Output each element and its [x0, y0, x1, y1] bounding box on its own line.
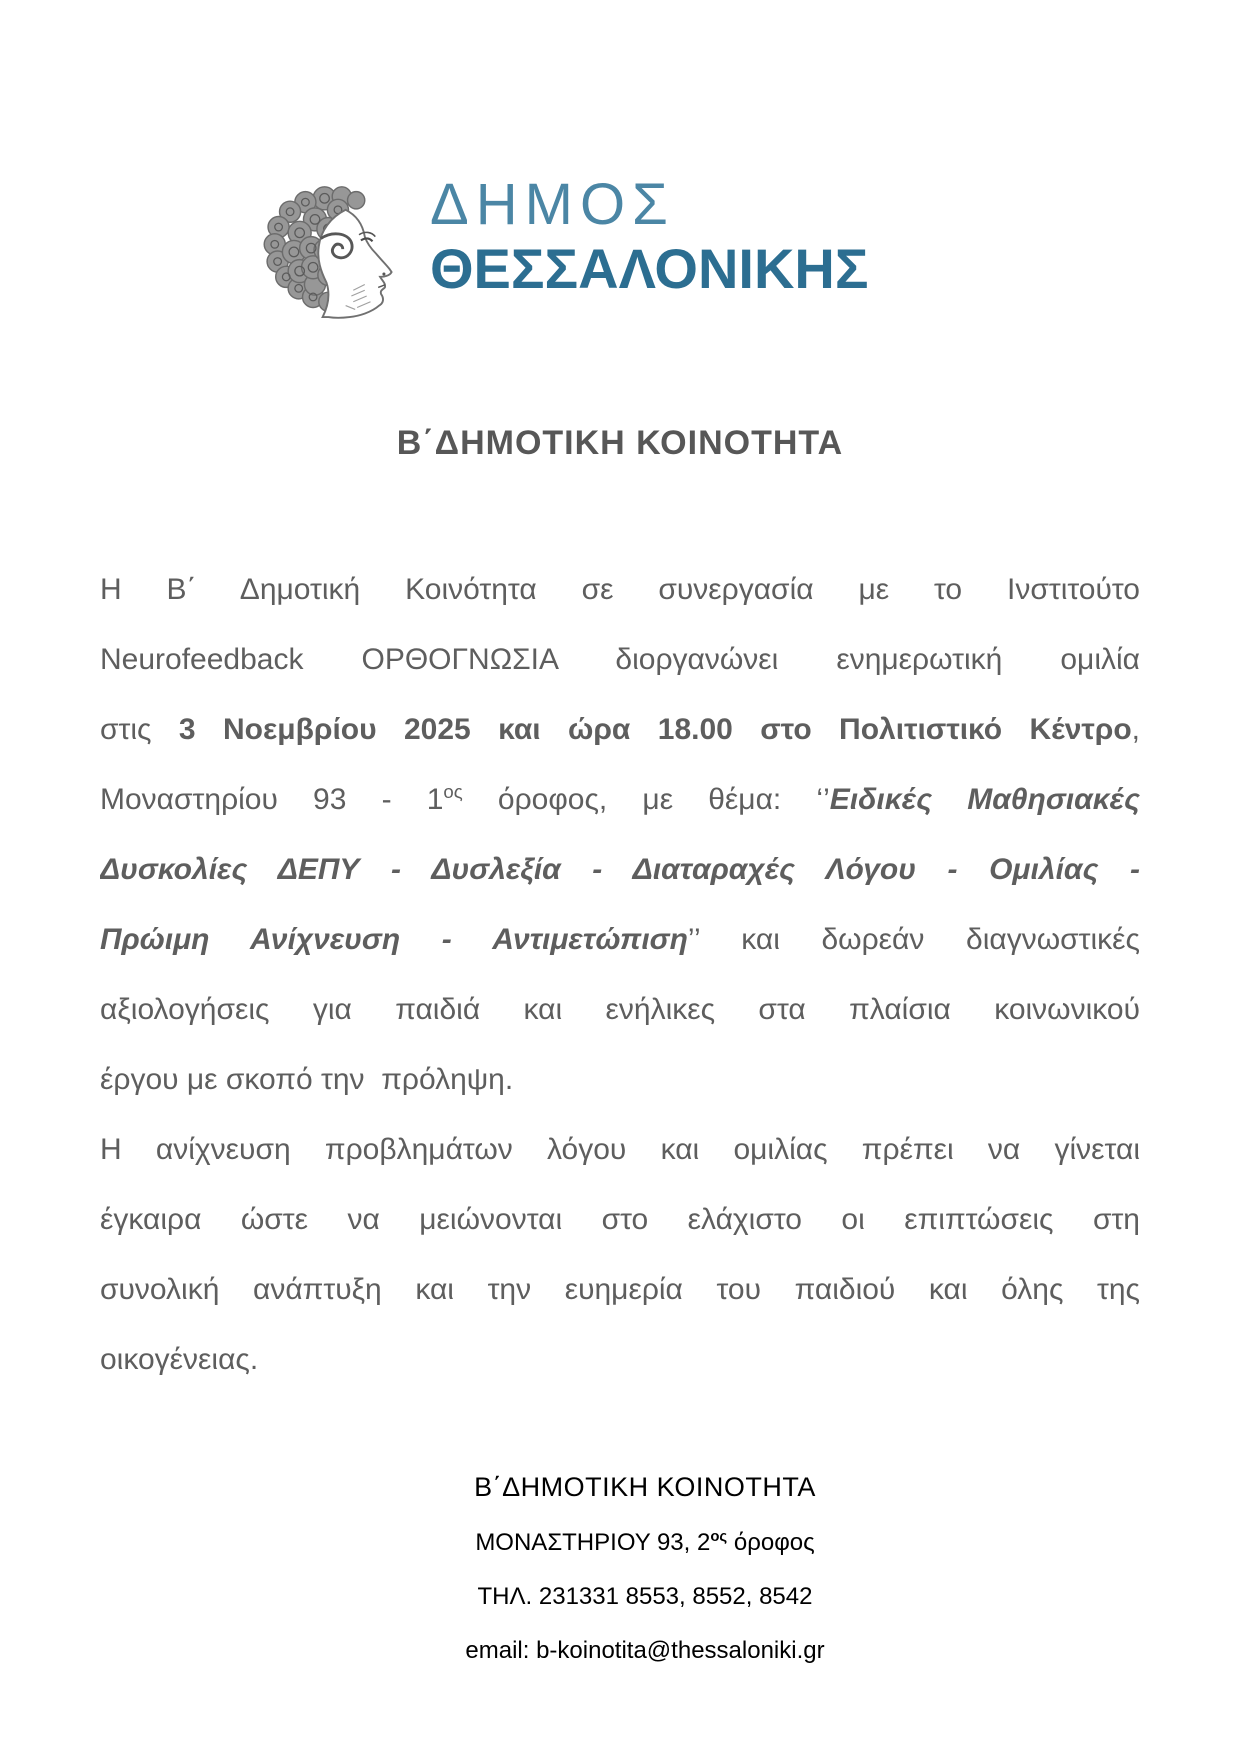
paragraph-detection	[100, 1115, 1140, 1395]
text-run: στις	[100, 713, 179, 746]
logo-text-bottom: ΘΕΣΣΑΛΟΝΙΚΗΣ	[430, 237, 869, 300]
text-run: όροφος, με θέμα: ‘’	[462, 783, 830, 816]
text-line	[50, 1631, 1240, 1671]
document-footer	[0, 1467, 1240, 1671]
alexander-head-icon	[260, 183, 414, 319]
text-line	[100, 835, 1140, 905]
text-run: οικογένειας.	[100, 1343, 259, 1376]
text-run: Β΄ΔΗΜΟΤΙΚΗ ΚΟΙΝΟΤΗΤΑ	[474, 1472, 816, 1502]
text-run: έργου με σκοπό την πρόληψη.	[100, 1063, 514, 1096]
text-line	[100, 625, 1140, 695]
text-run: ’’ και δωρεάν διαγνωστικές	[687, 923, 1140, 956]
text-run: Η Β΄ Δημοτική Κοινότητα σε συνεργασία με το Ινστιτούτο	[100, 573, 1140, 606]
paragraph-announcement	[100, 555, 1140, 1115]
text-line	[100, 905, 1140, 975]
text-run: Μοναστηρίου 93 - 1	[100, 783, 444, 816]
text-run: Δυσκολίες ΔΕΠΥ - Δυσλεξία - Διαταραχές Λόγου - Ομιλίας -	[100, 853, 1140, 886]
text-line	[100, 1115, 1140, 1185]
text-run: ΤΗΛ. 231331 8553, 8552, 8542	[477, 1583, 813, 1610]
text-line	[100, 555, 1140, 625]
text-line	[100, 695, 1140, 765]
text-run: ,	[1131, 713, 1140, 746]
text-line	[100, 1045, 1140, 1115]
text-run: Ειδικές Μαθησιακές	[829, 783, 1140, 816]
text-run: αξιολογήσεις για παιδιά και ενήλικες στα πλαίσια κοινωνικού	[100, 993, 1140, 1026]
text-run: Η ανίχνευση προβλημάτων λόγου και ομιλίας πρέπει να γίνεται	[100, 1133, 1140, 1166]
text-line	[50, 1577, 1240, 1617]
text-run: 3 Νοεμβρίου 2025 και ώρα 18.00 στο Πολιτιστικό Κέντρο	[178, 713, 1132, 746]
text-line	[100, 1255, 1140, 1325]
logo-wordmark	[430, 174, 868, 300]
text-run: ΜΟΝΑΣΤΗΡΙΟΥ 93, 2	[475, 1529, 711, 1556]
text-line	[100, 1185, 1140, 1255]
text-line	[100, 975, 1140, 1045]
text-run: Neurofeedback ΟΡΘΟΓΝΩΣΙΑ διοργανώνει ενημερωτική ομιλία	[100, 643, 1140, 676]
text-line	[100, 1325, 1140, 1395]
superscript-text: ος	[443, 781, 463, 802]
text-run: όροφος	[727, 1529, 815, 1556]
document-title: Β΄ΔΗΜΟΤΙΚΗ ΚΟΙΝΟΤΗΤΑ	[396, 424, 844, 462]
logo-text-top: ΔΗΜΟΣ	[430, 172, 675, 237]
text-run: έγκαιρα ώστε να μειώνονται στο ελάχιστο οι επιπτώσεις στη	[100, 1203, 1140, 1236]
text-line	[100, 765, 1140, 835]
text-line	[50, 1467, 1240, 1507]
text-run: συνολική ανάπτυξη και την ευημερία του παιδιού και όλης της	[100, 1273, 1140, 1306]
text-run: email: b-koinotita@thessaloniki.gr	[465, 1637, 825, 1664]
text-line	[50, 1523, 1240, 1563]
document-body	[100, 555, 1140, 1395]
superscript-text: ος	[710, 1529, 728, 1545]
text-run: Πρώιμη Ανίχνευση - Αντιμετώπιση	[100, 923, 688, 956]
